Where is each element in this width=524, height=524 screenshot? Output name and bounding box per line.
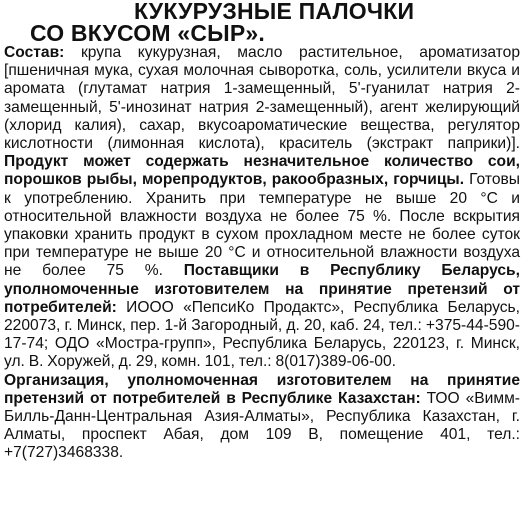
product-label <box>4 0 520 524</box>
storage-conditions: Готовы к употреблению. Хранить при температуре не выше 20 °С и относительной влажности воздуха не более 75 %. После вскрытия упаковки хранить продукт в сухом прохладном месте не более суток при температуре не выше 20 °С и относительной влажности воздуха не более 75 %. <box>4 171 520 280</box>
kazakhstan-organization-label: Организация, уполномоченная изготовителем на принятие претензий от потребителей в Республике Казахстан: <box>4 371 520 407</box>
kazakhstan-paragraph <box>4 372 520 463</box>
product-title-line-1: КУКУРУЗНЫЕ ПАЛОЧКИ <box>134 0 415 24</box>
composition-paragraph <box>4 44 520 372</box>
composition-text: крупа кукурузная, масло растительное, ароматизатор [пшеничная мука, сухая молочная сыворотка, соль, усилители вкуса и аромата (глутамат натрия 1-замещенный, 5'-гуанилат натрия 2-замещенный, 5'-инозинат натрия 2-замещенный), агент желирующий (хлорид калия), сахар, вкусоароматические вещества, регулятор кислотности (лимонная кислота), краситель (экстракт паприки)]. <box>4 44 520 153</box>
belarus-suppliers-label: Поставщики в Республику Беларусь, уполномоченные изготовителем на принятие претензий от потребителей: <box>4 262 520 316</box>
product-title <box>4 0 520 44</box>
allergen-warning: Продукт может содержать незначительное количество сои, порошков рыбы, морепродуктов, ракообразных, горчицы. <box>4 153 520 189</box>
kazakhstan-organization-text: ТОО «Вимм-Билль-Данн-Центральная Азия-Алматы», Республика Казахстан, г. Алматы, проспект Абая, дом 109 В, помещение 401, тел.: +7(727)3468338. <box>4 389 520 462</box>
composition-label: Состав: <box>4 44 65 61</box>
product-title-line-2: СО ВКУСОМ «СЫР». <box>30 20 265 46</box>
belarus-suppliers-text: ИООО «ПепсиКо Продактс», Республика Беларусь, 220073, г. Минск, пер. 1-й Загородный, д. 20, каб. 24, тел.: +375-44-590-17-74; ОДО «Мостра-групп», Республика Беларусь, 220123, г. Минск, ул. В. Хоружей, д. 29, комн. 101, тел.: 8(017)389-06-00. <box>4 298 520 371</box>
label-body <box>4 44 520 463</box>
